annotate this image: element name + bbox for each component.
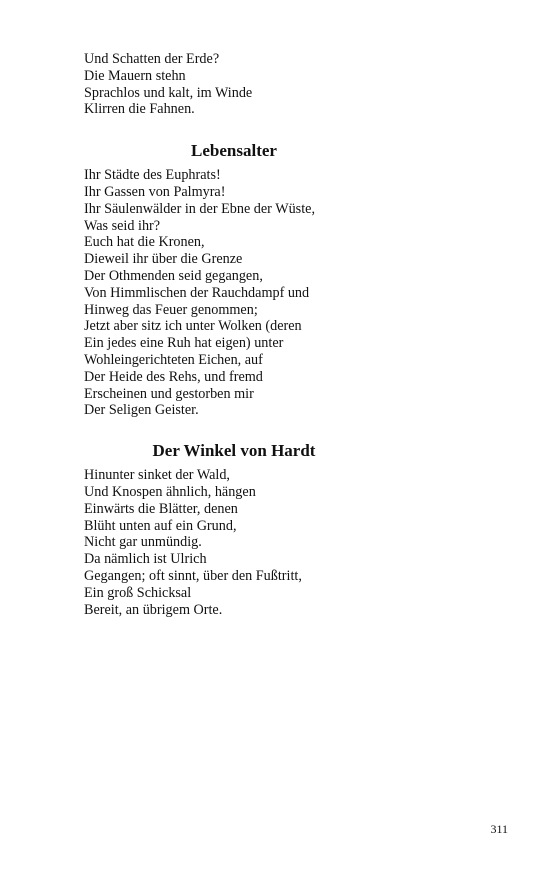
verse-line: Euch hat die Kronen, bbox=[84, 234, 205, 251]
verse-line: Hinunter sinket der Wald, bbox=[84, 467, 230, 484]
verse-line: Was seid ihr? bbox=[84, 217, 161, 234]
verse-line: Gegangen; oft sinnt, über den Fußtritt, bbox=[84, 567, 302, 584]
verse-line: Da nämlich ist Ulrich bbox=[84, 551, 207, 568]
verse-line: Jetzt aber sitz ich unter Wolken (deren bbox=[84, 318, 302, 335]
verse-line: Dieweil ihr über die Grenze bbox=[84, 251, 243, 268]
verse-line: Hinweg das Feuer genommen; bbox=[84, 301, 258, 318]
verse-line: Ihr Städte des Euphrats! bbox=[84, 167, 221, 184]
poem-title-der-winkel-von-hardt: Der Winkel von Hardt bbox=[152, 441, 316, 461]
verse-line: Ihr Gassen von Palmyra! bbox=[84, 183, 226, 200]
verse-line: Nicht gar unmündig. bbox=[84, 534, 202, 551]
poem-lebensalter bbox=[84, 167, 484, 419]
verse-line: Der Heide des Rehs, und fremd bbox=[84, 368, 263, 385]
verse-line: Blüht unten auf ein Grund, bbox=[84, 517, 237, 534]
poem-title-lebensalter: Lebensalter bbox=[191, 141, 277, 161]
verse-line: Der Othmenden seid gegangen, bbox=[84, 267, 263, 284]
continued-poem bbox=[84, 51, 484, 118]
verse-line: Ihr Säulenwälder in der Ebne der Wüste, bbox=[84, 200, 315, 217]
verse-line: Und Schatten der Erde? bbox=[84, 51, 220, 67]
verse-line: Von Himmlischen der Rauchdampf und bbox=[84, 284, 310, 301]
verse-line: Ein jedes eine Ruh hat eigen) unter bbox=[84, 335, 284, 352]
verse-line: Einwärts die Blätter, denen bbox=[84, 500, 238, 517]
verse-line: Und Knospen ähnlich, hängen bbox=[84, 483, 256, 500]
verse-line: Wohleingerichteten Eichen, auf bbox=[84, 351, 263, 368]
verse-line: Ein groß Schicksal bbox=[84, 584, 192, 601]
verse-line: Sprachlos und kalt, im Winde bbox=[84, 84, 253, 101]
verse-line: Die Mauern stehn bbox=[84, 67, 186, 84]
verse-line: Klirren die Fahnen. bbox=[84, 101, 195, 118]
verse-line: Erscheinen und gestorben mir bbox=[84, 385, 254, 402]
poem-der-winkel-von-hardt bbox=[84, 467, 484, 618]
book-page bbox=[84, 51, 484, 618]
page-number: 311 bbox=[490, 822, 508, 836]
verse-line: Bereit, an übrigem Orte. bbox=[84, 601, 223, 618]
verse-line: Der Seligen Geister. bbox=[84, 402, 199, 419]
